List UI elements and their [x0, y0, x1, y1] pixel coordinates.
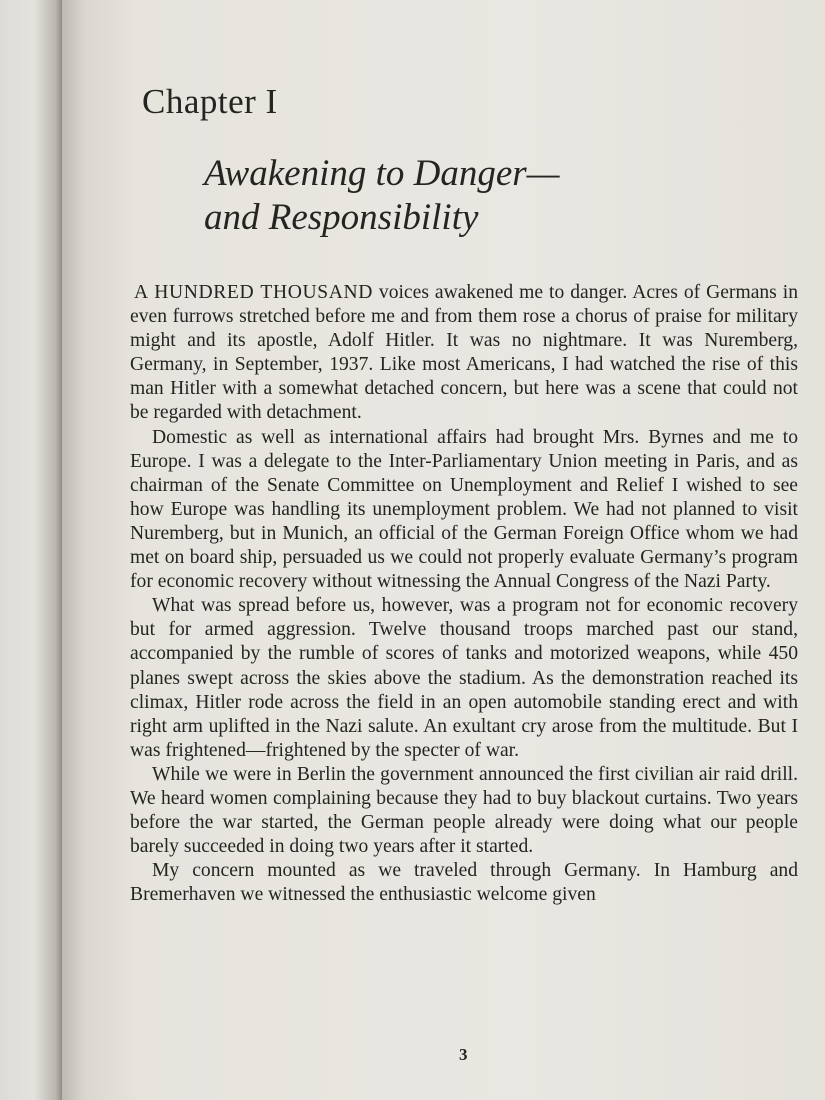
- paragraph-3: What was spread before us, however, was a program not for economic recovery but for armed aggression. Twelve thousand troops marched past our stand, accompanied by the rumble of scores of tanks and motorized weapons, while 450 planes swept across the skies above the stadium. As the demonstration reached its climax, Hitler rode across the field in an open automobile standing erect and with right arm uplifted in the Nazi salute. An exultant cry arose from the multitude. But I was frightened—frightened by the specter of war.: [130, 595, 798, 761]
- paragraph-4: While we were in Berlin the government announced the first civilian air raid drill. We heard women complaining because they had to buy blackout curtains. Two years before the war started, the German people already were doing what our people barely succeeded in doing two years after it started.: [130, 763, 798, 858]
- chapter-title-line-2: and Responsibility: [204, 197, 479, 238]
- paragraph-lead-caps: A HUNDRED THOUSAND: [134, 282, 373, 303]
- paragraph-1: [130, 281, 798, 426]
- paragraph-5: My concern mounted as we traveled through Germany. In Hamburg and Bremerhaven we witnessed the enthusiastic welcome given: [130, 860, 798, 906]
- facing-page-edge: [0, 0, 62, 1100]
- book-page: [62, 0, 825, 1100]
- paragraph-1-text: voices awakened me to danger. Acres of Germans in even furrows stretched before me and from them rose a chorus of praise for military might and its apostle, Adolf Hitler. It was no nightmare. It was Nuremberg, Germany, in September, 1937. Like most Americans, I had watched the rise of this man Hitler with a somewhat detached concern, but here was a scene that could not be regarded with detachment.: [130, 282, 798, 424]
- chapter-title-line-1: Awakening to Danger—: [204, 153, 560, 194]
- chapter-label: Chapter I: [142, 82, 278, 121]
- body-text: [130, 281, 798, 907]
- paragraph-2: Domestic as well as international affairs had brought Mrs. Byrnes and me to Europe. I was a delegate to the Inter-Parliamentary Union meeting in Paris, and as chairman of the Senate Committee on Unemployment and Relief I wished to see how Europe was handling its unemployment problem. We had not planned to visit Nuremberg, but in Munich, an official of the German Foreign Office whom we had met on board ship, persuaded us we could not properly evaluate Germany’s program for economic recovery without witnessing the Annual Congress of the Nazi Party.: [130, 426, 798, 593]
- chapter-title: [204, 152, 560, 240]
- page-number: 3: [459, 1045, 468, 1064]
